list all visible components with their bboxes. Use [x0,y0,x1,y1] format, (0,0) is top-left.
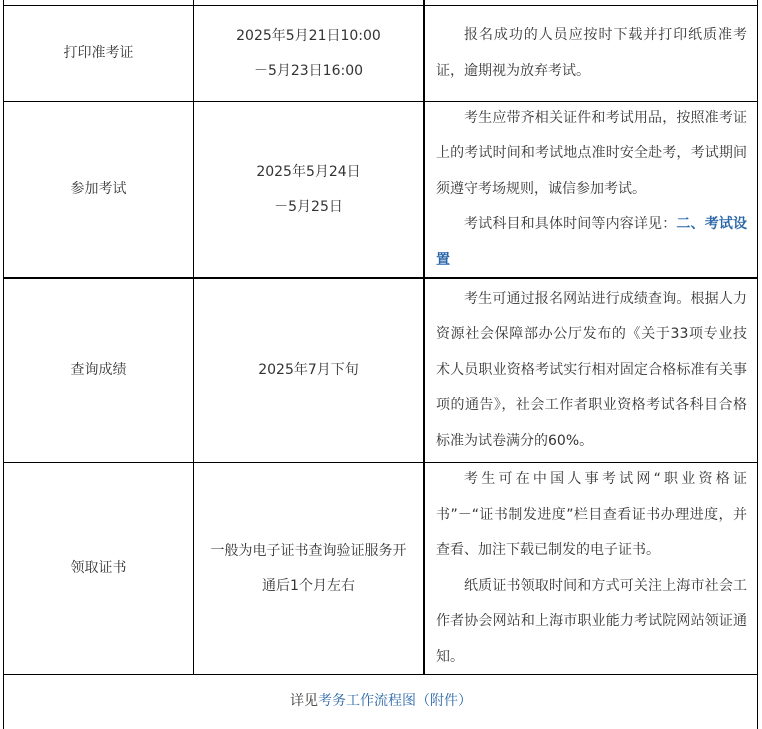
desc-paragraph [436,207,747,278]
flowchart-attachment-link[interactable]: 考务工作流程图（附件） [318,693,472,709]
item-cell [4,463,193,674]
desc-cell [425,463,757,674]
exam-setting-link[interactable]: 二、考试设置 [436,216,748,268]
desc-paragraph: 考生可通过报名网站进行成绩查询。根据人力资源社会保障部办公厅发布的《关于33项专业技术人员职业资格考试实行相对固定合格标准有关事项的通告》，社会工作者职业资格考试各科目合格标准为试卷满分的60%。 [436,290,747,449]
time-cell [194,6,423,101]
desc-paragraph: 考生应带齐相关证件和考试用品，按照准考证上的考试时间和考试地点准时安全赴考，考试期间须遵守考场规则，诚信参加考试。 [436,109,747,197]
desc-cell [425,6,757,101]
table-border [757,0,758,729]
desc-cell [425,102,757,277]
item-cell [4,6,193,101]
time-line: 通后1个月左右 [262,577,355,594]
item-label: 打印准考证 [63,45,134,61]
item-cell [4,102,193,277]
footer-prefix: 详见 [290,693,318,709]
item-cell [4,279,193,462]
desc-paragraph: 报名成功的人员应按时下载并打印纸质准考证，逾期视为放弃考试。 [436,27,747,79]
time-line: 2025年5月24日 [256,163,361,180]
item-label: 参加考试 [70,181,127,197]
time-line: 一般为电子证书查询验证服务开 [210,542,407,559]
desc-paragraph: 考生可在中国人事考试网“职业资格证书”－“证书制发进度”栏目查看证书办理进度，并查看、加注下载已制发的电子证书。 [436,471,747,558]
time-line: 2025年5月21日10:00 [236,27,381,44]
time-line: －5月25日 [274,198,343,215]
desc-text: 考试科目和具体时间等内容详见： [464,216,677,233]
time-cell [194,279,423,462]
time-cell [194,102,423,277]
time-cell [194,463,423,674]
item-label: 领取证书 [70,560,127,576]
item-label: 查询成绩 [70,362,127,378]
desc-cell [425,279,757,462]
footer-note [0,686,762,716]
time-line: 2025年7月下旬 [258,362,359,378]
time-line: －5月23日16:00 [253,62,364,79]
desc-paragraph: 纸质证书领取时间和方式可关注上海市社会工作者协会网站和上海市职业能力考试院网站领证通知。 [436,577,747,665]
